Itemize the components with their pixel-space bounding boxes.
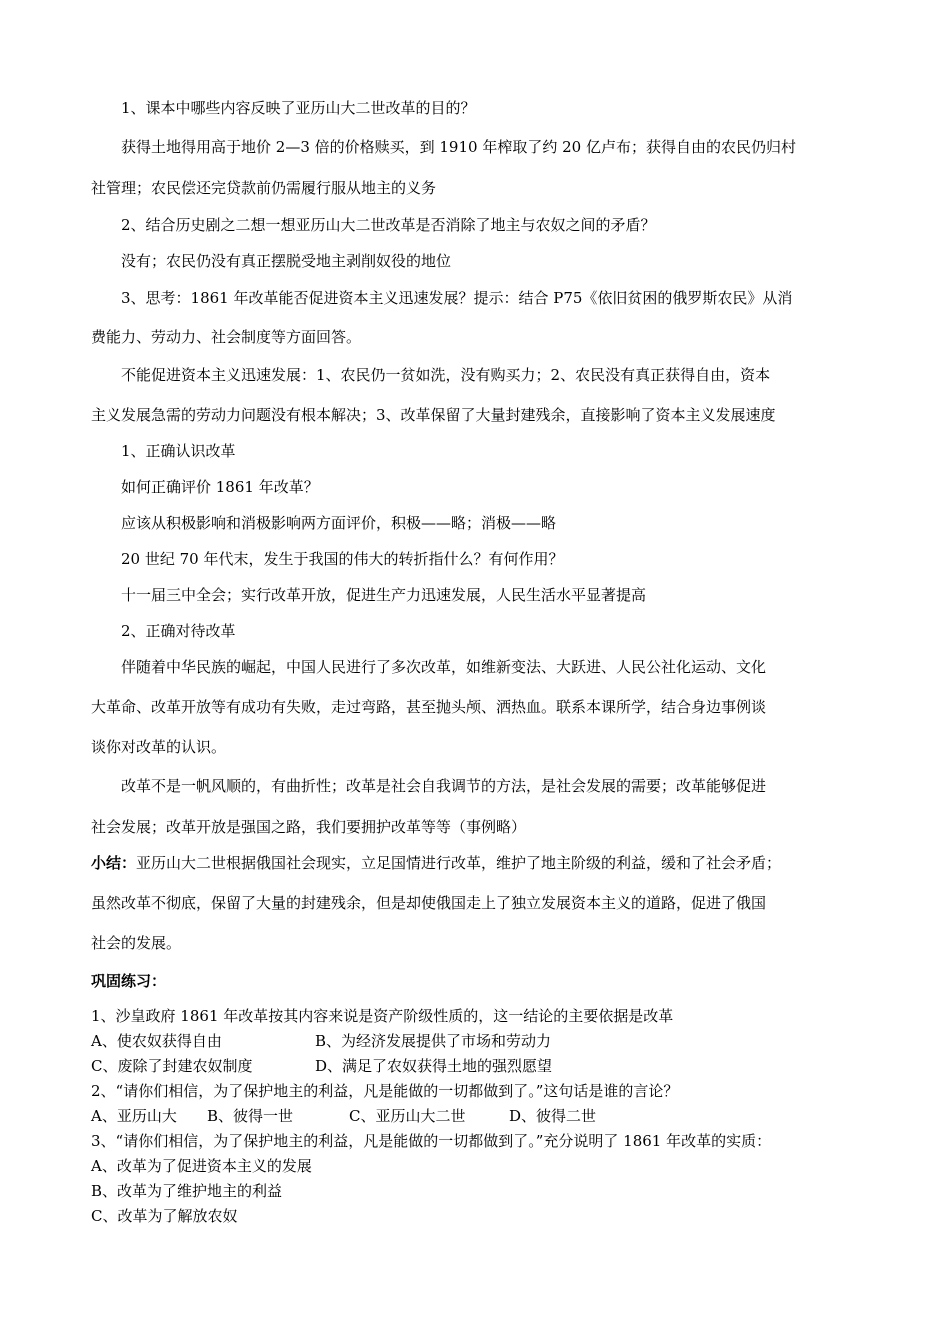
exercise-1-option-b: B、为经济发展提供了市场和劳动力 (315, 1032, 552, 1050)
question-3-line-2: 费能力、劳动力、社会制度等方面回答。 (91, 328, 362, 346)
exercise-2-option-b: B、彼得一世 (207, 1107, 294, 1125)
heading-correct-attitude: 2、正确对待改革 (121, 622, 236, 640)
paragraph-reform-view-line-2: 社会发展；改革开放是强国之路，我们要拥护改革等等（事例略） (91, 818, 527, 836)
exercise-1-option-c: C、废除了封建农奴制度 (91, 1057, 253, 1075)
exercise-1-option-a: A、使农奴获得自由 (91, 1032, 222, 1050)
answer-evaluate-1861: 应该从积极影响和消极影响两方面评价，积极——略；消极——略 (121, 514, 557, 532)
answer-3-line-2: 主义发展急需的劳动力问题没有根本解决；3、改革保留了大量封建残余，直接影响了资本主义发展速度 (91, 406, 776, 424)
paragraph-reforms-line-3: 谈你对改革的认识。 (91, 738, 227, 756)
exercise-1-option-d: D、满足了农奴获得土地的强烈愿望 (315, 1057, 553, 1075)
exercise-question-1: 1、沙皇政府 1861 年改革按其内容来说是资产阶级性质的，这一结论的主要依据是改革 (91, 1007, 674, 1025)
exercise-3-option-c: C、改革为了解放农奴 (91, 1207, 238, 1225)
summary-line-1 (91, 853, 781, 873)
summary-label: 小结： (91, 854, 137, 872)
exercise-3-option-b: B、改革为了维护地主的利益 (91, 1182, 283, 1200)
paragraph-reforms-line-1: 伴随着中华民族的崛起，中国人民进行了多次改革，如维新变法、大跃进、人民公社化运动、文化 (121, 658, 767, 676)
exercise-2-option-a: A、亚历山大 (91, 1107, 177, 1125)
answer-3-line-1: 不能促进资本主义迅速发展：1、农民仍一贫如洗，没有购买力；2、农民没有真正获得自由，资本 (121, 366, 771, 384)
question-great-turning-point: 20 世纪 70 年代末，发生于我国的伟大的转折指什么？有何作用？ (121, 550, 564, 568)
exercise-2-option-c: C、亚历山大二世 (349, 1107, 466, 1125)
summary-line-3: 社会的发展。 (91, 934, 182, 952)
answer-1-line-1: 获得土地得用高于地价 2—3 倍的价格赎买，到 1910 年榨取了约 20 亿卢布；获得自由的农民仍归村 (121, 138, 796, 156)
paragraph-reforms-line-2: 大革命、改革开放等有成功有失败，走过弯路，甚至抛头颅、洒热血。联系本课所学，结合身边事例谈 (91, 698, 767, 716)
answer-1-line-2: 社管理；农民偿还完贷款前仍需履行服从地主的义务 (91, 179, 437, 197)
exercise-question-3: 3、“请你们相信，为了保护地主的利益，凡是能做的一切都做到了。”充分说明了 1861 年改革的实质： (91, 1132, 772, 1150)
exercise-3-option-a: A、改革为了促进资本主义的发展 (91, 1157, 312, 1175)
exercise-question-2: 2、“请你们相信，为了保护地主的利益，凡是能做的一切都做到了。”这句话是谁的言论？ (91, 1082, 679, 1100)
question-2-contradiction: 2、结合历史剧之二想一想亚历山大二世改革是否消除了地主与农奴之间的矛盾？ (121, 216, 656, 234)
exercise-2-option-d: D、彼得二世 (509, 1107, 597, 1125)
heading-correct-understanding: 1、正确认识改革 (121, 442, 236, 460)
summary-line-2: 虽然改革不彻底，保留了大量的封建残余，但是却使俄国走上了独立发展资本主义的道路，促进了俄国 (91, 894, 767, 912)
paragraph-reform-view-line-1: 改革不是一帆风顺的，有曲折性；改革是社会自我调节的方法，是社会发展的需要；改革能够促进 (121, 777, 767, 795)
question-evaluate-1861: 如何正确评价 1861 年改革？ (121, 478, 319, 496)
summary-text-1: 亚历山大二世根据俄国社会现实，立足国情进行改革，维护了地主阶级的利益，缓和了社会矛盾； (136, 854, 782, 872)
exercise-title: 巩固练习： (91, 972, 167, 990)
question-1-purpose: 1、课本中哪些内容反映了亚历山大二世改革的目的？ (121, 99, 476, 117)
question-3-line-1: 3、思考：1861 年改革能否促进资本主义迅速发展？提示：结合 P75《依旧贫困的俄罗斯农民》从消 (121, 289, 793, 307)
answer-great-turning-point: 十一届三中全会；实行改革开放，促进生产力迅速发展，人民生活水平显著提高 (121, 586, 647, 604)
answer-2: 没有；农民仍没有真正摆脱受地主剥削奴役的地位 (121, 252, 452, 270)
